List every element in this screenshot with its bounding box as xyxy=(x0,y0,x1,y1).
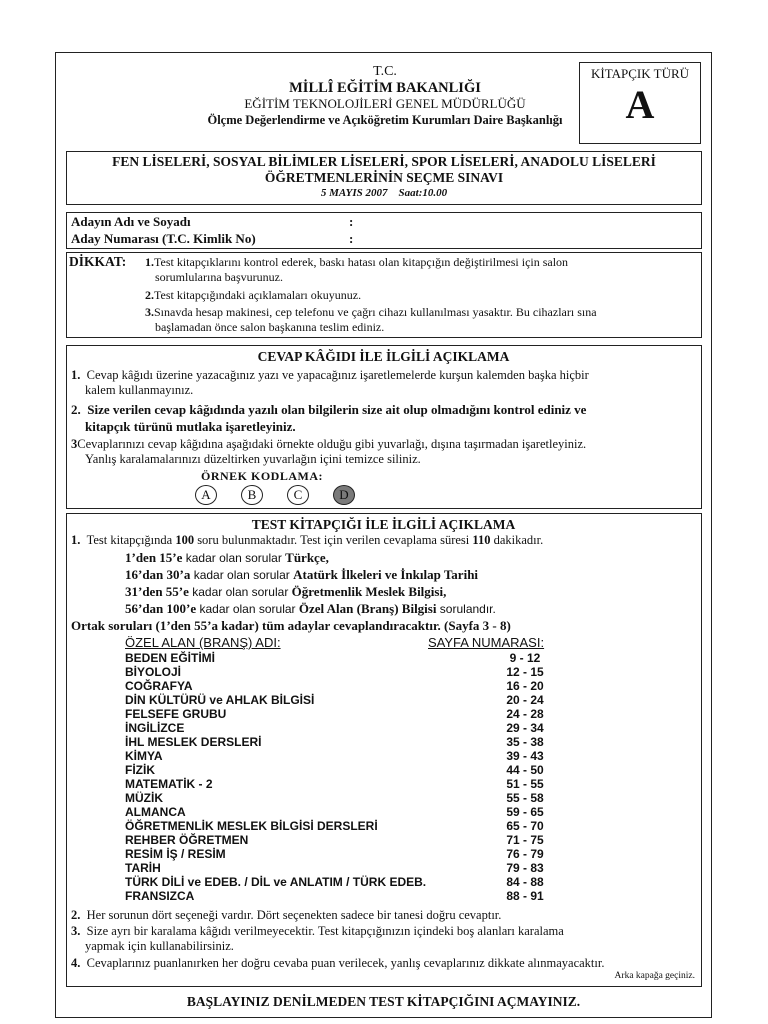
header-department: Ölçme Değerlendirme ve Açıköğretim Kurumları Daire Başkanlığı xyxy=(207,113,563,127)
branch-name: ALMANCA xyxy=(125,805,186,819)
branch-name: MÜZİK xyxy=(125,791,163,805)
range-1-subject: Türkçe, xyxy=(285,550,329,565)
branch-row xyxy=(125,805,585,819)
branch-row xyxy=(125,735,585,749)
answer-item-1-cont: kalem kullanmayınız. xyxy=(85,383,194,397)
answer-item-1 xyxy=(71,368,589,383)
example-bubble-a: A xyxy=(195,485,217,505)
branch-name: BEDEN EĞİTİMİ xyxy=(125,651,216,665)
branch-row xyxy=(125,791,585,805)
warning-item-1-cont: sorumlularına başvurunuz. xyxy=(155,270,283,284)
warning-item-3-cont: başlamadan önce salon başkanına teslim ediniz. xyxy=(155,320,385,334)
test-item-3-text: Size ayrı bir karalama kâğıdı verilmeyecektir. Test kitapçığınızın içindeki boş alanları karalama xyxy=(86,924,564,938)
branch-row xyxy=(125,693,585,707)
branch-row xyxy=(125,707,585,721)
test-item-2-num: 2. xyxy=(71,908,81,922)
example-bubble-d: D xyxy=(333,485,355,505)
test-item-3-num: 3. xyxy=(71,924,81,938)
test-item-2 xyxy=(71,908,501,923)
test-item-4-num: 4. xyxy=(71,956,81,970)
branch-pages: 76 - 79 xyxy=(506,847,544,861)
pages-column-header: SAYFA NUMARASI: xyxy=(428,635,545,650)
range-4-subject: Özel Alan (Branş) Bilgisi xyxy=(298,601,437,616)
branch-name: BİYOLOJİ xyxy=(125,665,182,679)
test-booklet-box xyxy=(66,513,702,987)
booklet-type-box xyxy=(579,62,701,144)
branch-name: COĞRAFYA xyxy=(125,679,193,693)
duration-minutes: 110 xyxy=(472,533,491,547)
branch-pages: 79 - 83 xyxy=(506,861,544,875)
warning-item-1 xyxy=(145,255,568,270)
candidate-id-label: Aday Numarası (T.C. Kimlik No) xyxy=(71,231,256,246)
branch-pages: 35 - 38 xyxy=(506,735,544,749)
test-item-2-text: Her sorunun dört seçeneği vardır. Dört seçenekten sadece bir tanesi doğru cevaptır. xyxy=(86,908,502,922)
booklet-type-label: KİTAPÇIK TÜRÜ xyxy=(590,66,690,81)
exam-date: 5 MAYIS 2007 xyxy=(320,187,388,199)
example-bubble-c: C xyxy=(287,485,309,505)
booklet-type-letter: A xyxy=(625,82,655,127)
answer-item-2-cont: kitapçık türünü mutlaka işaretleyiniz. xyxy=(85,419,296,434)
branch-row xyxy=(125,665,585,679)
branch-name: KİMYA xyxy=(125,749,163,763)
warning-item-1-text: Test kitapçıklarını kontrol ederek, baskı hatası olan kitapçığın değiştirilmesi için salon xyxy=(154,255,569,269)
range-row-4 xyxy=(125,601,496,617)
branch-pages: 59 - 65 xyxy=(506,805,544,819)
test-item-1 xyxy=(71,533,543,548)
test-item-1-num: 1. xyxy=(71,533,81,547)
range-4-span: 56’dan 100’e xyxy=(125,601,197,616)
range-2-span: 16’dan 30’a xyxy=(125,567,191,582)
branch-pages: 9 - 12 xyxy=(509,651,541,665)
branch-pages: 16 - 20 xyxy=(506,679,544,693)
exam-time: Saat:10.00 xyxy=(398,187,448,199)
branch-pages: 84 - 88 xyxy=(506,875,544,889)
range-3-mid: kadar olan sorular xyxy=(188,585,292,599)
example-coding-label: ÖRNEK KODLAMA: xyxy=(201,469,323,483)
exam-title-line1: FEN LİSELERİ, SOSYAL BİLİMLER LİSELERİ, SPOR LİSELERİ, ANADOLU LİSELERİ xyxy=(112,154,656,169)
branch-pages: 65 - 70 xyxy=(506,819,544,833)
answer-item-3 xyxy=(71,437,586,452)
warning-item-2-num: 2. xyxy=(145,288,154,302)
example-bubbles xyxy=(195,485,365,507)
range-4-mid: kadar olan sorular xyxy=(196,602,299,616)
answer-sheet-box xyxy=(66,345,702,509)
branch-pages: 24 - 28 xyxy=(506,707,544,721)
warning-box xyxy=(66,252,702,338)
branch-name: REHBER ÖĞRETMEN xyxy=(125,833,249,847)
answer-item-2 xyxy=(71,402,586,418)
branch-pages: 44 - 50 xyxy=(506,763,544,777)
test-booklet-title: TEST KİTAPÇIĞI İLE İLGİLİ AÇIKLAMA xyxy=(251,517,516,532)
branch-name: RESİM İŞ / RESİM xyxy=(125,847,226,861)
answer-item-3-cont: Yanlış karalamalarınızı düzeltirken yuvarlağın içini temizce siliniz. xyxy=(85,452,421,466)
branch-name: İNGİLİZCE xyxy=(125,721,185,735)
branch-pages: 20 - 24 xyxy=(506,693,544,707)
test-item-3 xyxy=(71,924,564,939)
test-item-3-cont: yapmak için kullanabilirsiniz. xyxy=(85,939,234,953)
warning-item-2-text: Test kitapçığındaki açıklamaları okuyunuz. xyxy=(154,288,362,302)
branch-row xyxy=(125,749,585,763)
header-ministry: MİLLÎ EĞİTİM BAKANLIĞI xyxy=(289,80,481,96)
branch-pages: 55 - 58 xyxy=(506,791,544,805)
header-tc: T.C. xyxy=(373,64,397,79)
range-2-subject: Atatürk İlkeleri ve İnkılap Tarihi xyxy=(293,567,479,582)
answer-sheet-title: CEVAP KÂĞIDI İLE İLGİLİ AÇIKLAMA xyxy=(257,349,510,364)
branch-row xyxy=(125,819,585,833)
header-block xyxy=(130,64,640,128)
exam-title-line2: ÖĞRETMENLERİNİN SEÇME SINAVI xyxy=(264,170,504,185)
branch-row xyxy=(125,847,585,861)
exam-title-box xyxy=(66,151,702,205)
answer-item-2-text: Size verilen cevap kâğıdında yazılı olan bilgilerin size ait olup olmadığını kontrol ediniz ve xyxy=(87,402,587,417)
warning-item-1-num: 1. xyxy=(145,255,154,269)
range-1-span: 1’den 15’e xyxy=(125,550,183,565)
answer-item-1-text: Cevap kâğıdı üzerine yazacağınız yazı ve yapacağınız işaretlemelerde kurşun kalemden başka hiçbir xyxy=(86,368,589,382)
branch-name: FRANSIZCA xyxy=(125,889,195,903)
range-row-2 xyxy=(125,567,478,583)
branch-row xyxy=(125,763,585,777)
test-item-4-text: Cevaplarınız puanlanırken her doğru cevaba puan verilecek, yanlış cevaplarınız dikkate alınmayacaktır. xyxy=(86,956,605,970)
branch-row xyxy=(125,777,585,791)
range-row-1 xyxy=(125,550,329,566)
warning-label: DİKKAT: xyxy=(69,254,127,269)
branch-name: DİN KÜLTÜRÜ ve AHLAK BİLGİSİ xyxy=(125,693,315,707)
range-3-span: 31’den 55’e xyxy=(125,584,189,599)
branch-name: TARİH xyxy=(125,861,161,875)
branch-name: İHL MESLEK DERSLERİ xyxy=(125,735,262,749)
test-item-1-text-a: Test kitapçığında xyxy=(86,533,176,547)
candidate-box xyxy=(66,212,702,249)
candidate-name-colon: : xyxy=(349,214,354,229)
branch-pages: 71 - 75 xyxy=(506,833,544,847)
range-3-subject: Öğretmenlik Meslek Bilgisi, xyxy=(291,584,447,599)
answer-item-3-text: Cevaplarınızı cevap kâğıdına aşağıdaki örnekte olduğu gibi yuvarlağı, dışına taşırmadan işaretleyiniz. xyxy=(77,437,587,451)
branch-row xyxy=(125,889,585,903)
warning-item-3-num: 3. xyxy=(145,305,154,319)
branch-pages: 51 - 55 xyxy=(506,777,544,791)
header-directorate: EĞİTİM TEKNOLOJİLERİ GENEL MÜDÜRLÜĞÜ xyxy=(244,96,526,111)
branch-pages: 29 - 34 xyxy=(506,721,544,735)
test-item-1-text-e: dakikadır. xyxy=(490,533,544,547)
branch-name: ÖĞRETMENLİK MESLEK BİLGİSİ DERSLERİ xyxy=(125,819,378,833)
warning-item-3-text: Sınavda hesap makinesi, cep telefonu ve çağrı cihazı kullanılması yasaktır. Bu cihazları sına xyxy=(154,305,597,319)
warning-item-2 xyxy=(145,288,361,303)
range-2-mid: kadar olan sorular xyxy=(190,568,294,582)
answer-item-1-num: 1. xyxy=(71,368,81,382)
example-bubble-b: B xyxy=(241,485,263,505)
answer-item-2-num: 2. xyxy=(71,402,81,417)
branch-name: TÜRK DİLİ ve EDEB. / DİL ve ANLATIM / TÜRK EDEB. xyxy=(125,875,427,889)
warning-item-3 xyxy=(145,305,597,320)
branch-column-header: ÖZEL ALAN (BRANŞ) ADI: xyxy=(125,635,281,650)
branch-row xyxy=(125,651,585,665)
common-questions-note: Ortak soruları (1’den 55’a kadar) tüm adaylar cevaplandıracaktır. (Sayfa 3 - 8) xyxy=(71,618,511,633)
branch-pages: 88 - 91 xyxy=(506,889,544,903)
range-1-mid: kadar olan sorular xyxy=(182,551,286,565)
branch-row xyxy=(125,861,585,875)
branch-row xyxy=(125,875,585,889)
question-count: 100 xyxy=(175,533,195,547)
answer-item-3-num: 3 xyxy=(71,437,78,451)
candidate-name-label: Adayın Adı ve Soyadı xyxy=(71,214,191,229)
candidate-id-colon: : xyxy=(349,231,354,246)
branch-row xyxy=(125,679,585,693)
branch-row xyxy=(125,833,585,847)
range-row-3 xyxy=(125,584,446,600)
test-item-4 xyxy=(71,956,604,971)
test-item-1-text-c: soru bulunmaktadır. Test için verilen cevaplama süresi xyxy=(194,533,473,547)
footer-instruction: BAŞLAYINIZ DENİLMEDEN TEST KİTAPÇIĞINI AÇMAYINIZ. xyxy=(186,994,581,1009)
branch-name: FİZİK xyxy=(125,763,155,777)
turn-page-note: Arka kapağa geçiniz. xyxy=(614,971,695,981)
branch-name: MATEMATİK - 2 xyxy=(125,777,213,791)
branch-row xyxy=(125,721,585,735)
range-4-end: sorulandır. xyxy=(436,602,496,616)
branch-name: FELSEFE GRUBU xyxy=(125,707,227,721)
branch-pages: 39 - 43 xyxy=(506,749,544,763)
branch-pages: 12 - 15 xyxy=(506,665,544,679)
